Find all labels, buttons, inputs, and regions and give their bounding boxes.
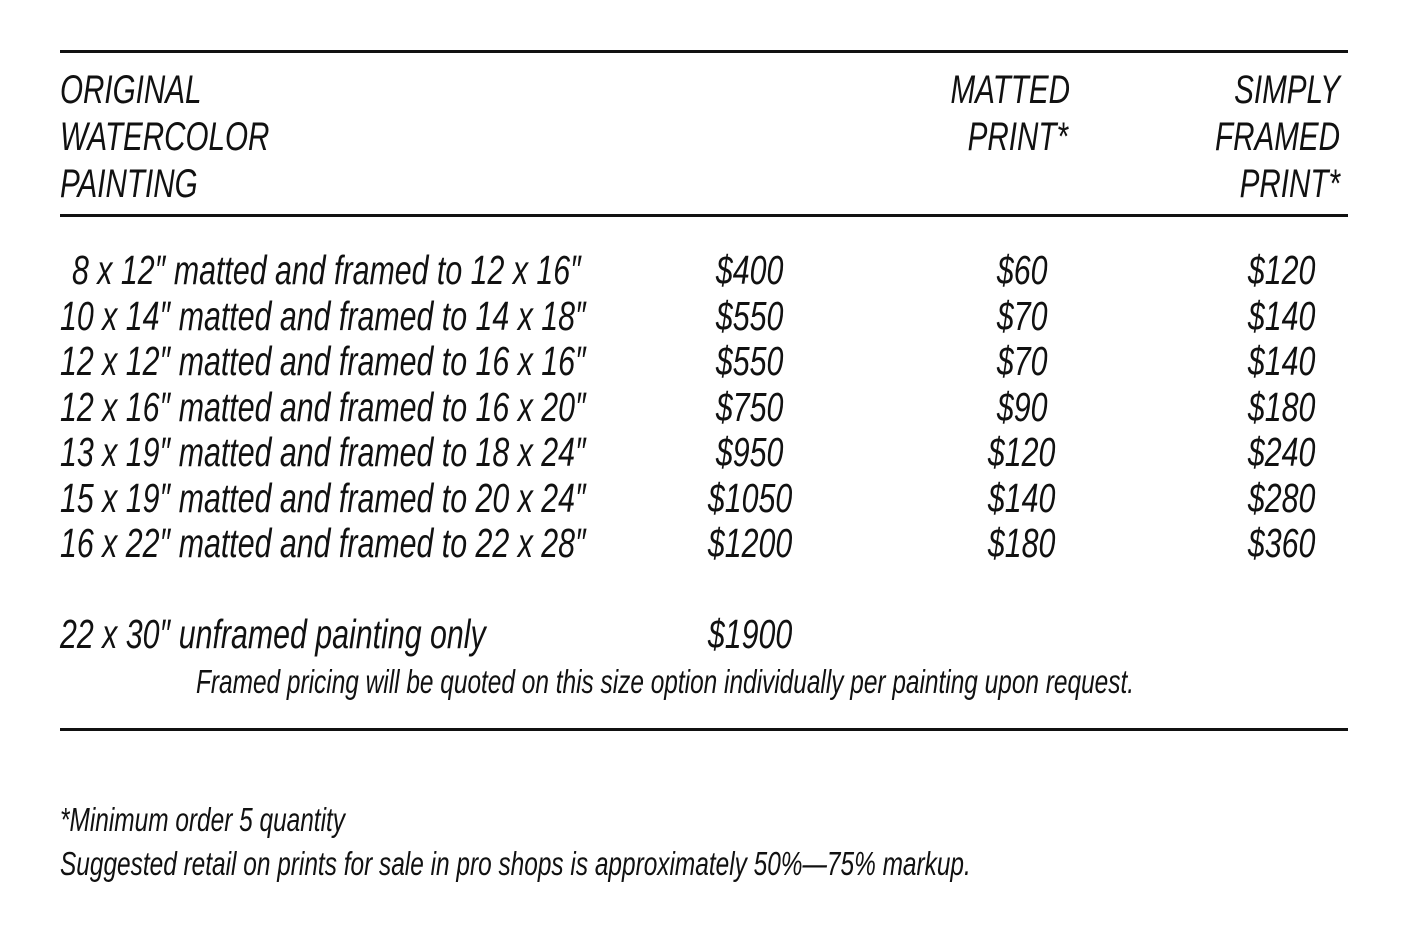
footnote-retail-text: Suggested retail on prints for sale in pro shops is approximately 50%—75% markup. <box>60 845 971 882</box>
original-price-cell <box>690 385 810 430</box>
table-row <box>0 476 1408 521</box>
size-text: 16 x 22″ matted and framed to 22 x 28″ <box>60 520 586 566</box>
original-price-cell <box>690 521 810 566</box>
framed-price-cell <box>1222 385 1342 430</box>
framed-price-cell <box>1222 430 1342 475</box>
framed-price: $140 <box>1248 338 1316 384</box>
size-text: 8 x 12″ matted and framed to 12 x 16″ <box>72 247 581 293</box>
matted-price-cell <box>962 248 1082 293</box>
size-text: 12 x 16″ matted and framed to 16 x 20″ <box>60 384 586 430</box>
original-price: $1200 <box>707 520 793 566</box>
matted-price-cell <box>962 385 1082 430</box>
size-cell <box>72 248 760 293</box>
matted-price-cell <box>962 476 1082 521</box>
unframed-row <box>0 612 1408 657</box>
unframed-note-text: Framed pricing will be quoted on this size option individually per painting upon request. <box>196 663 1135 700</box>
size-cell <box>60 385 771 430</box>
table-row <box>0 294 1408 339</box>
size-text: 10 x 14″ matted and framed to 14 x 18″ <box>60 293 586 339</box>
size-text: 15 x 19″ matted and framed to 20 x 24″ <box>60 475 586 521</box>
original-price: $750 <box>716 384 784 430</box>
size-cell <box>60 476 771 521</box>
size-cell <box>60 339 771 384</box>
framed-price-cell <box>1222 521 1342 566</box>
original-price-cell <box>690 248 810 293</box>
header-original-line-3: PAINTING <box>60 162 198 206</box>
size-cell <box>60 521 771 566</box>
framed-price-cell <box>1222 476 1342 521</box>
framed-price: $140 <box>1248 293 1316 339</box>
matted-price-cell <box>962 521 1082 566</box>
framed-price: $180 <box>1248 384 1316 430</box>
footnote-minimum <box>60 800 445 840</box>
header-framed-line-2: FRAMED <box>1215 115 1340 159</box>
top-rule <box>60 50 1348 53</box>
framed-price: $280 <box>1248 475 1316 521</box>
matted-price: $140 <box>988 475 1056 521</box>
size-text: 13 x 19″ matted and framed to 18 x 24″ <box>60 429 586 475</box>
original-price-cell <box>690 476 810 521</box>
framed-price-cell <box>1222 294 1342 339</box>
table-row <box>0 385 1408 430</box>
unframed-price: $1900 <box>707 611 793 657</box>
header-original-line-1: ORIGINAL <box>60 68 202 112</box>
unframed-size-cell <box>60 612 635 657</box>
size-cell <box>60 430 771 475</box>
size-text: 12 x 12″ matted and framed to 16 x 16″ <box>60 338 586 384</box>
original-price-cell <box>690 430 810 475</box>
original-price-cell <box>690 339 810 384</box>
table-row <box>0 339 1408 384</box>
header-framed-line-1: SIMPLY <box>1234 68 1340 112</box>
matted-price: $120 <box>988 429 1056 475</box>
header-framed-line-3: PRINT* <box>1239 162 1340 206</box>
original-price-cell <box>690 294 810 339</box>
header-rule <box>60 214 1348 217</box>
table-row <box>0 430 1408 475</box>
unframed-price-cell <box>690 612 810 657</box>
framed-price-cell <box>1222 339 1342 384</box>
matted-price: $180 <box>988 520 1056 566</box>
matted-price-cell <box>962 294 1082 339</box>
table-row <box>0 248 1408 293</box>
unframed-size-text: 22 x 30″ unframed painting only <box>60 611 486 657</box>
matted-price-cell <box>962 339 1082 384</box>
framed-price: $240 <box>1248 429 1316 475</box>
header-matted-print <box>870 67 1070 161</box>
header-matted-line-1: MATTED <box>950 68 1070 112</box>
matted-price: $60 <box>996 247 1048 293</box>
matted-price: $70 <box>996 293 1048 339</box>
matted-price: $70 <box>996 338 1048 384</box>
matted-price-cell <box>962 430 1082 475</box>
original-price: $400 <box>716 247 784 293</box>
unframed-note <box>196 662 1408 702</box>
original-price: $550 <box>716 338 784 384</box>
original-price: $550 <box>716 293 784 339</box>
framed-price: $360 <box>1248 520 1316 566</box>
footnote-retail <box>60 844 1291 884</box>
size-cell <box>60 294 771 339</box>
original-price: $950 <box>716 429 784 475</box>
original-price: $1050 <box>707 475 793 521</box>
framed-price-cell <box>1222 248 1342 293</box>
framed-price: $120 <box>1248 247 1316 293</box>
matted-price: $90 <box>996 384 1048 430</box>
header-matted-line-2: PRINT* <box>967 115 1068 159</box>
bottom-rule <box>60 728 1348 731</box>
header-framed-print <box>1140 67 1340 208</box>
footnote-minimum-text: *Minimum order 5 quantity <box>60 801 346 838</box>
table-row <box>0 521 1408 566</box>
header-original-line-2: WATERCOLOR <box>60 115 270 159</box>
header-original-painting <box>60 67 343 208</box>
